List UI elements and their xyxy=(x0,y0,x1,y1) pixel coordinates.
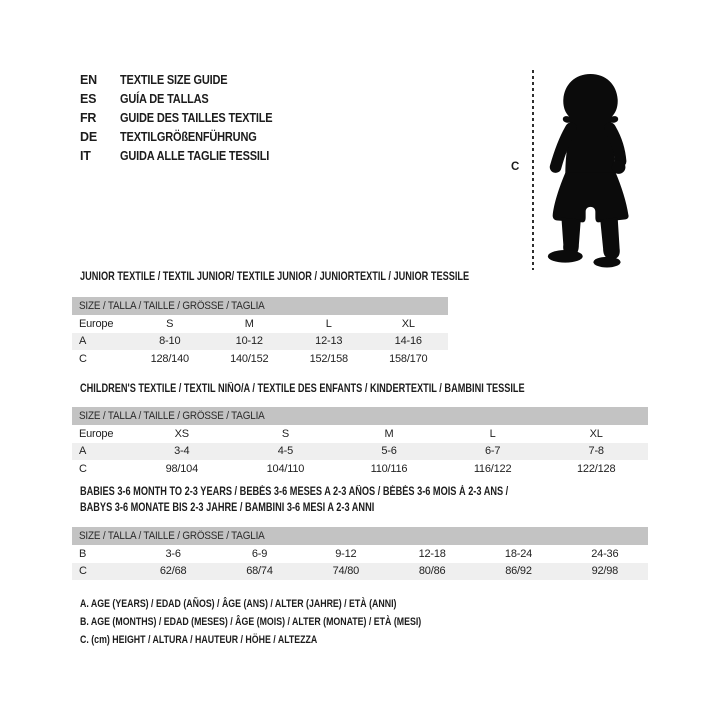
language-code: EN xyxy=(80,72,97,87)
table-row xyxy=(72,425,648,443)
language-row xyxy=(80,70,293,89)
section-title-children: CHILDREN'S TEXTILE / TEXTIL NIÑO/A / TEXTILE DES ENFANTS / KINDERTEXTIL / BAMBINI TESSILE xyxy=(80,383,525,395)
row-label: A xyxy=(79,335,87,348)
size-cell: 3-6 xyxy=(165,547,181,560)
size-cell: 128/140 xyxy=(150,352,189,365)
size-cell: 24-36 xyxy=(591,547,619,560)
row-label: C xyxy=(79,352,87,365)
size-cell: 10-12 xyxy=(235,335,263,348)
language-row xyxy=(80,127,293,146)
size-header-bar: SIZE / TALLA / TAILLE / GRÖSSE / TAGLIA xyxy=(72,297,448,315)
table-row xyxy=(72,350,448,368)
table-babies xyxy=(72,527,648,580)
size-cell: 3-4 xyxy=(174,445,190,458)
language-label: GUIDE DES TAILLES TEXTILE xyxy=(120,110,273,125)
size-cell: L xyxy=(325,317,332,330)
table-row xyxy=(72,545,648,563)
language-label: GUIDA ALLE TAGLIE TESSILI xyxy=(120,148,270,163)
size-cell: 9-12 xyxy=(335,547,357,560)
size-cell: XS xyxy=(174,427,189,440)
language-title-list xyxy=(80,70,293,165)
language-code: IT xyxy=(80,148,91,163)
size-cell: 140/152 xyxy=(230,352,269,365)
size-cell: 62/68 xyxy=(159,565,187,578)
row-label: Europe xyxy=(79,427,114,440)
size-header-bar: SIZE / TALLA / TAILLE / GRÖSSE / TAGLIA xyxy=(72,527,648,545)
table-row xyxy=(72,460,648,478)
size-cell: 152/158 xyxy=(309,352,348,365)
size-cell: 116/122 xyxy=(473,462,512,475)
table-row xyxy=(72,333,448,351)
size-cell: 92/98 xyxy=(591,565,619,578)
row-label: A xyxy=(79,445,87,458)
legend-line-a: A. AGE (YEARS) / EDAD (AÑOS) / ÂGE (ANS) / ALTER (JAHRE) / ETÀ (ANNI) xyxy=(80,598,397,610)
size-cell: S xyxy=(281,427,289,440)
size-cell: 4-5 xyxy=(277,445,294,458)
size-cell: 110/116 xyxy=(370,462,408,475)
row-label: Europe xyxy=(79,317,114,330)
size-cell: 8-10 xyxy=(159,335,181,348)
size-cell: M xyxy=(384,427,394,440)
language-label: TEXTILE SIZE GUIDE xyxy=(120,72,228,87)
size-cell: S xyxy=(166,317,174,330)
height-dashed-line xyxy=(532,70,534,270)
size-cell: 6-9 xyxy=(251,547,268,560)
section-title-junior: JUNIOR TEXTILE / TEXTIL JUNIOR/ TEXTILE JUNIOR / JUNIORTEXTIL / JUNIOR TESSILE xyxy=(80,271,470,283)
row-label: B xyxy=(79,547,87,560)
size-cell: M xyxy=(244,317,254,330)
size-cell: 122/128 xyxy=(577,462,616,475)
language-row xyxy=(80,89,293,108)
size-cell: 6-7 xyxy=(484,445,501,458)
row-label: C xyxy=(79,462,87,475)
size-cell: XL xyxy=(401,317,415,330)
table-row xyxy=(72,563,648,581)
table-row xyxy=(72,443,648,461)
size-header-bar: SIZE / TALLA / TAILLE / GRÖSSE / TAGLIA xyxy=(72,407,648,425)
language-code: FR xyxy=(80,110,97,125)
size-cell: 18-24 xyxy=(504,547,533,560)
row-label: C xyxy=(79,565,87,578)
table-row xyxy=(72,315,448,333)
legend xyxy=(80,598,507,652)
size-cell: 5-6 xyxy=(381,445,397,458)
size-cell: 104/110 xyxy=(266,462,305,475)
language-row xyxy=(80,108,293,127)
size-cell: 12-18 xyxy=(418,547,446,560)
height-marker-label: C xyxy=(511,161,520,173)
language-label: GUÍA DE TALLAS xyxy=(120,91,209,106)
size-cell: 12-13 xyxy=(315,335,343,348)
language-code: DE xyxy=(80,129,97,144)
size-cell: XL xyxy=(589,427,603,440)
legend-line-c: C. (cm) HEIGHT / ALTURA / HAUTEUR / HÖHE / ALTEZZA xyxy=(80,634,318,646)
legend-line-b: B. AGE (MONTHS) / EDAD (MESES) / ÂGE (MOIS) / ALTER (MONATE) / ETÀ (MESI) xyxy=(80,616,422,628)
baby-silhouette-icon xyxy=(542,69,639,271)
size-cell: 7-8 xyxy=(588,445,604,458)
section-title-babies: BABIES 3-6 MONTH TO 2-3 YEARS / BEBÉS 3-6 MESES A 2-3 AÑOS / BÉBÉS 3-6 MOIS À 2-3 ANS / BABYS 3-6 MONATE BIS 2-3 JAHRE / BAMBINI 3-6 MESI A 2-3 ANNI xyxy=(80,486,509,514)
language-row xyxy=(80,146,293,165)
size-cell: 98/104 xyxy=(165,462,199,475)
size-cell: 68/74 xyxy=(246,565,273,578)
table-children xyxy=(72,407,648,478)
table-junior xyxy=(72,297,448,368)
language-label: TEXTILGRÖßENFÜHRUNG xyxy=(120,129,257,144)
size-cell: L xyxy=(489,427,496,440)
size-cell: 80/86 xyxy=(418,565,446,578)
size-cell: 74/80 xyxy=(332,565,360,578)
size-cell: 158/170 xyxy=(389,352,428,365)
size-cell: 86/92 xyxy=(505,565,532,578)
size-cell: 14-16 xyxy=(394,335,422,348)
language-code: ES xyxy=(80,91,97,106)
